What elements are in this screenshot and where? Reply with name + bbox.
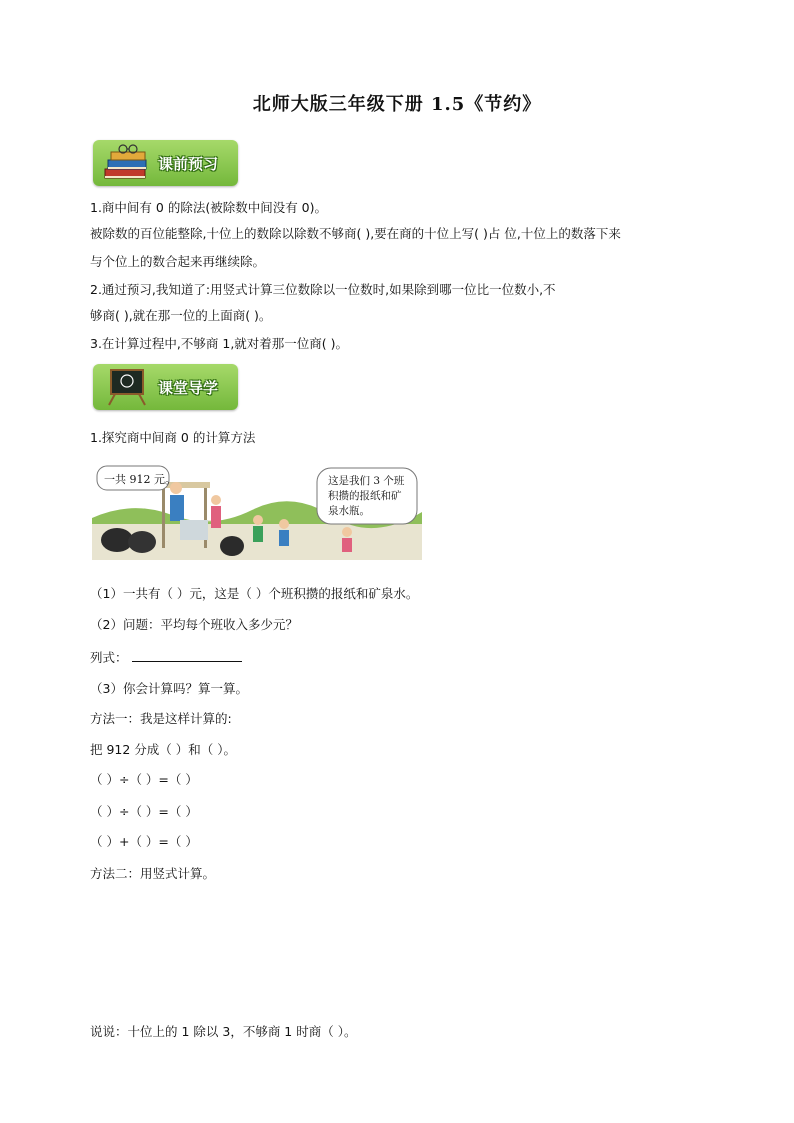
preview-line-6: 3.在计算过程中,不够商 1,就对着那一位商( )。 [90, 336, 349, 351]
formula-label: 列式： [90, 650, 128, 665]
preview-banner-label: 课前预习 [158, 155, 219, 173]
preview-line-5: 够商( ),就在那一位的上面商( )。 [90, 308, 272, 323]
preview-line-2: 被除数的百位能整除,十位上的数除以除数不够商( ),要在商的十位上写( )占 位,十位上的数落下来 [90, 226, 621, 241]
question-3: （3）你会计算吗？算一算。 [90, 681, 248, 696]
formula-line [90, 649, 242, 666]
method-2: 方法二：用竖式计算。 [90, 866, 216, 881]
method-1: 方法一：我是这样计算的: [90, 711, 232, 726]
calc-line-3: （ ）+（ ）=（ ） [90, 834, 198, 849]
page-title: 北师大版三年级下册 1.5《节约》 [252, 94, 542, 115]
split-line: 把 912 分成（ ）和（ ）。 [90, 742, 237, 757]
speech-bubble-left: 一共 912 元。 [104, 473, 176, 486]
question-1: （1）一共有（ ）元，这是（ ）个班积攒的报纸和矿泉水。 [90, 586, 419, 601]
books-icon [99, 143, 157, 183]
guide-banner [93, 364, 238, 410]
recycling-illustration [92, 460, 422, 568]
preview-line-1: 1.商中间有 0 的除法(被除数中间没有 0)。 [90, 200, 328, 215]
formula-blank[interactable] [132, 649, 242, 662]
preview-line-4: 2.通过预习,我知道了:用竖式计算三位数除以一位数时,如果除到哪一位比一位数小,不 [90, 282, 556, 297]
blackboard-icon [99, 367, 157, 407]
explore-title: 1.探究商中间商 0 的计算方法 [90, 430, 256, 445]
calc-line-1: （ ）÷（ ）=（ ） [90, 772, 198, 787]
say-line: 说说：十位上的 1 除以 3，不够商 1 时商（ ）。 [90, 1024, 357, 1039]
speech-bubble-right: 这是我们 3 个班积攒的报纸和矿泉水瓶。 [328, 475, 405, 517]
guide-banner-label: 课堂导学 [158, 379, 219, 397]
calc-line-2: （ ）÷（ ）=（ ） [90, 804, 198, 819]
preview-banner [93, 140, 238, 186]
question-2: （2）问题：平均每个班收入多少元？ [90, 617, 298, 632]
preview-line-3: 与个位上的数合起来再继续除。 [90, 254, 266, 269]
